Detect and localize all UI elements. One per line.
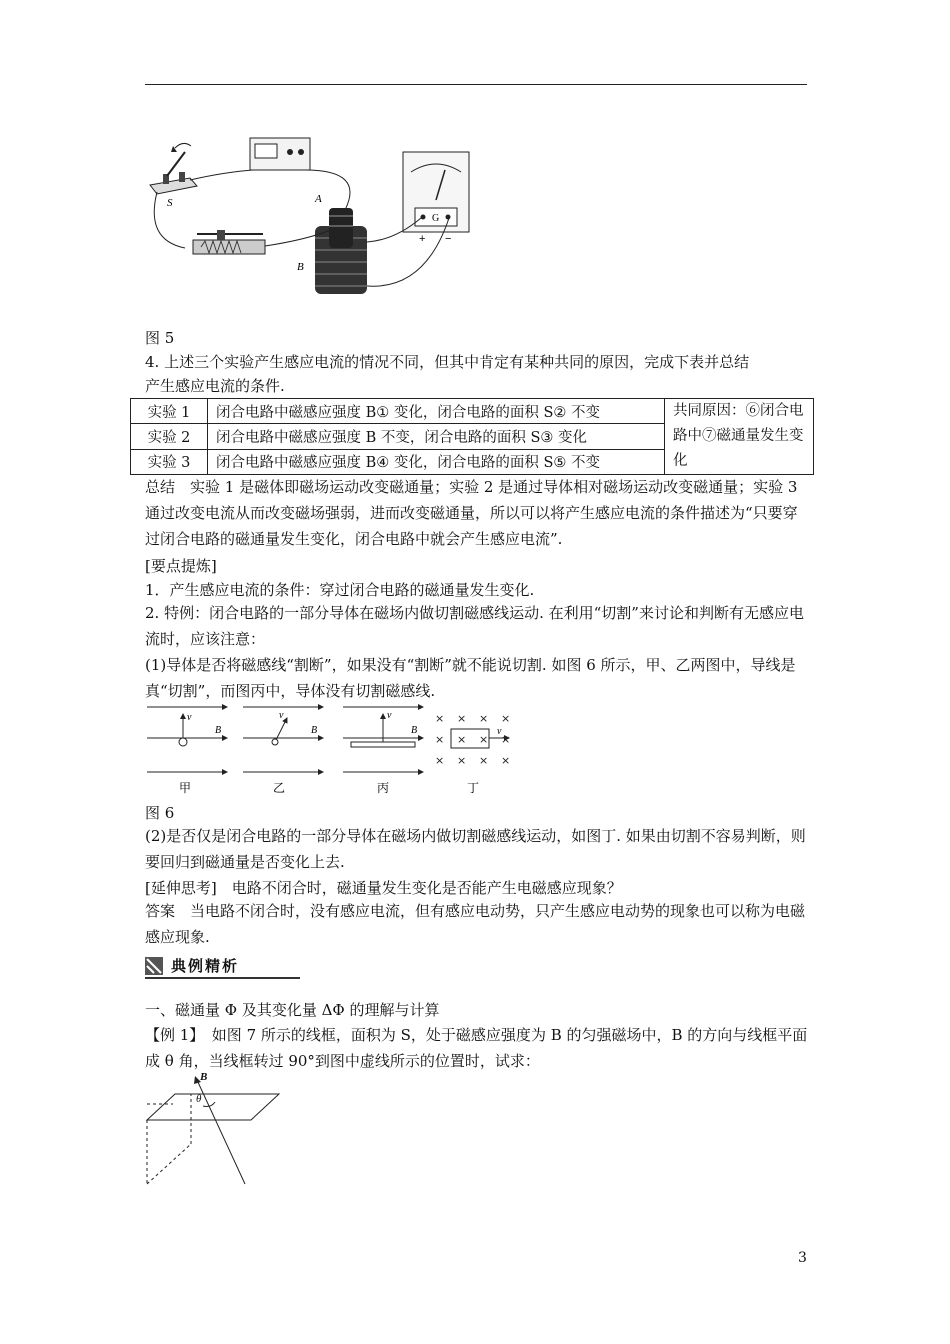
fig6-b-bing: B (411, 725, 418, 736)
panel-bing (343, 707, 423, 772)
x-mark: × (457, 754, 467, 767)
x-mark: × (501, 712, 511, 725)
point-1: 1．产生感应电流的条件：穿过闭合电路的磁通量发生变化. (145, 581, 535, 599)
x-mark: × (435, 733, 445, 746)
fig6-label-yi: 乙 (273, 781, 286, 795)
fig6-label-bing: 丙 (377, 781, 390, 795)
x-mark: × (457, 733, 467, 746)
coil-a-icon (329, 208, 353, 248)
section-underline (145, 977, 300, 979)
experiment-desc: 闭合电路中磁感应强度 B① 变化，闭合电路的面积 S② 不变 (208, 399, 665, 424)
fig6-b-jia: B (215, 725, 222, 736)
figure-7-frame (145, 1072, 285, 1192)
rheostat-icon (193, 230, 265, 254)
figure-6-caption: 图 6 (145, 804, 175, 822)
point-2-1: (1)导体是否将磁感线“割断”，如果没有“割断”就不能说切割. 如图 6 所示，甲、乙两图中，导线是真“切割”，而图丙中，导体没有切割磁感线. (145, 656, 796, 700)
page-number: 3 (798, 1250, 807, 1266)
question-4-line-2: 产生感应电流的条件. (145, 377, 285, 395)
fig5-label-b: B (297, 261, 304, 273)
experiment-name: 实验 3 (131, 449, 208, 474)
fig5-plus: + (419, 233, 426, 245)
x-mark: × (479, 712, 489, 725)
experiment-desc: 闭合电路中磁感应强度 B 不变，闭合电路的面积 S③ 变化 (208, 424, 665, 449)
figure-5-circuit (145, 130, 485, 310)
fig6-v-jia: v (187, 712, 192, 723)
fig5-meter-g: G (432, 213, 440, 224)
fig6-label-ding: 丁 (467, 781, 480, 795)
figure-5-caption: 图 5 (145, 329, 175, 347)
x-mark: × (501, 754, 511, 767)
section-title: 典例精析 (171, 957, 240, 975)
power-supply-icon (250, 138, 310, 170)
part-1-title: 一、磁通量 Φ 及其变化量 ΔΦ 的理解与计算 (145, 1001, 440, 1019)
x-mark: × (457, 712, 467, 725)
point-2: 2. 特例：闭合电路的一部分导体在磁场内做切割磁感线运动. 在利用“切割”来讨论和判断有无感应电流时，应该注意： (145, 604, 804, 648)
fig7-theta-label: θ (196, 1093, 202, 1105)
fig7-b-label: B (200, 1071, 208, 1083)
common-cause: 共同原因：⑥闭合电路中⑦磁通量发生变化 (665, 399, 814, 475)
fig6-b-yi: B (311, 725, 318, 736)
fig6-v-bing: v (387, 710, 392, 721)
experiment-desc: 闭合电路中磁感应强度 B④ 变化，闭合电路的面积 S⑤ 不变 (208, 449, 665, 474)
fig5-label-a: A (315, 193, 322, 205)
x-mark: × (435, 754, 445, 767)
experiment-name: 实验 2 (131, 424, 208, 449)
x-mark: × (479, 754, 489, 767)
fig6-label-jia: 甲 (179, 781, 192, 795)
x-mark: × (479, 733, 489, 746)
panel-ding-field (435, 712, 510, 767)
x-mark: × (501, 733, 511, 746)
fig5-label-s: S (167, 197, 173, 209)
question-4-line-1: 4. 上述三个实验产生感应电流的情况不同，但其中肯定有某种共同的原因，完成下表并总结 (145, 353, 750, 371)
figure-6-cutting (145, 702, 525, 798)
header-rule (145, 84, 807, 85)
x-mark: × (435, 712, 445, 725)
table-row (131, 399, 814, 424)
experiment-name: 实验 1 (131, 399, 208, 424)
section-heading (145, 955, 300, 977)
answer-paragraph: 答案 当电路不闭合时，没有感应电流，但有感应电动势，只产生感应电动势的现象也可以称为电磁感应现象. (145, 902, 806, 946)
point-2-2: (2)是否仅是闭合电路的一部分导体在磁场内做切割磁感线运动，如图丁. 如果由切割不容易判断，则要回归到磁通量是否变化上去. (145, 827, 806, 871)
switch-icon (150, 143, 197, 194)
example-1: 【例 1】 如图 7 所示的线框，面积为 S，处于磁感应强度为 B 的匀强磁场中，B 的方向与线框平面成 θ 角，当线框转过 90°到图中虚线所示的位置时，试求： (145, 1026, 808, 1070)
experiment-table (130, 398, 814, 475)
extend-thinking: [延伸思考] 电路不闭合时，磁通量发生变化是否能产生电磁感应现象？ (145, 879, 622, 897)
fig5-minus: − (445, 233, 452, 245)
fig6-v-yi: v (279, 710, 284, 721)
summary-paragraph: 总结 实验 1 是磁体即磁场运动改变磁通量；实验 2 是通过导体相对磁场运动改变磁通量；实验 3 通过改变电流从而改变磁场强弱，进而改变磁通量，所以可以将产生感应电流的条件描述为“只要穿过闭合电路的磁通量发生变化，闭合电路中就会产生感应电流”. (145, 478, 798, 548)
section-marker-icon (145, 957, 163, 975)
fig6-v-ding: v (497, 726, 502, 737)
points-title: [要点提炼] (145, 557, 217, 575)
